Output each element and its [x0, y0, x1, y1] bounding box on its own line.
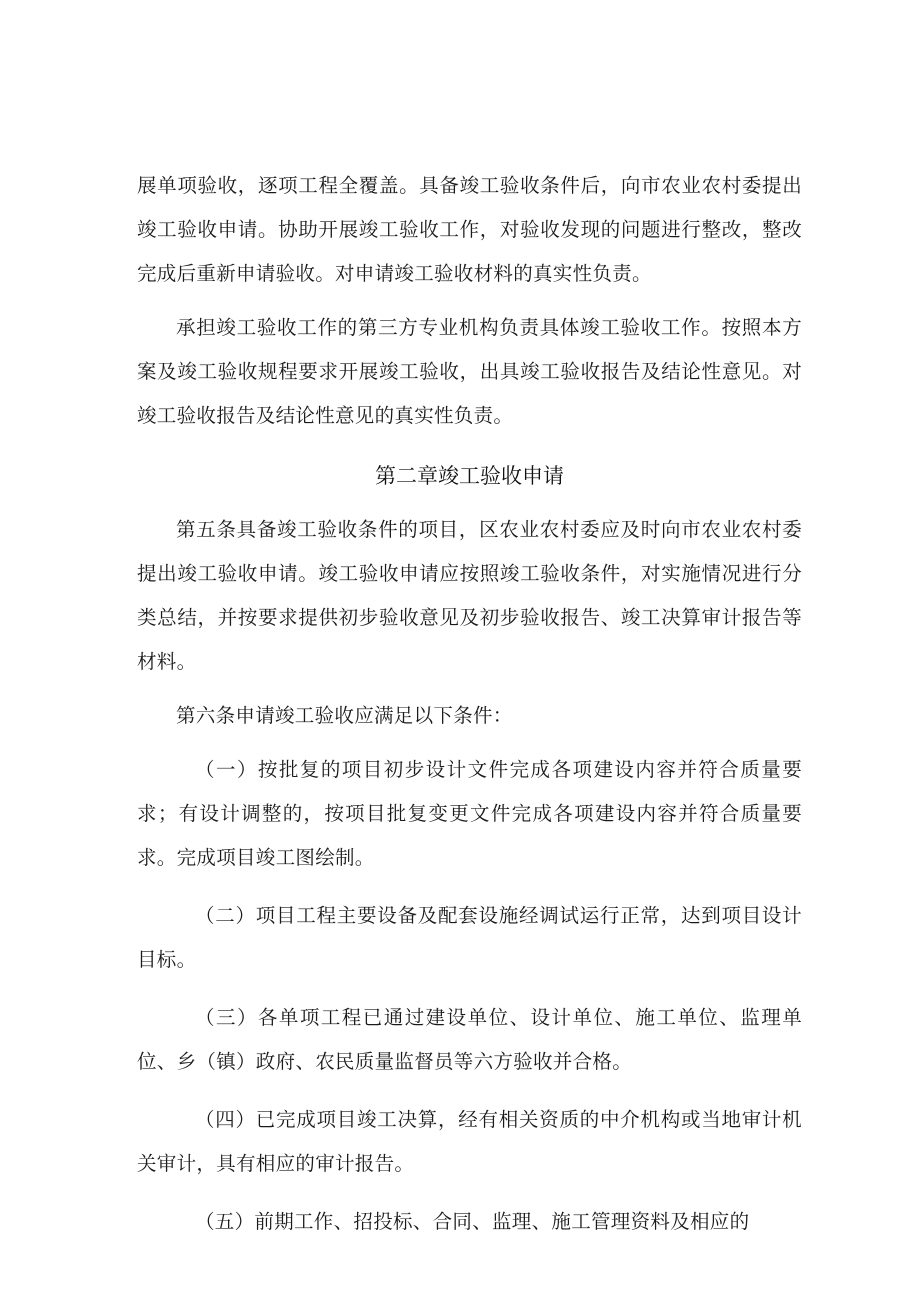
condition-item-1: （一）按批复的项目初步设计文件完成各项建设内容并符合质量要求；有设计调整的，按项目批复变更文件完成各项建设内容并符合质量要求。完成项目竣工图绘制。: [137, 758, 802, 869]
condition-item-2: （二）项目工程主要设备及配套设施经调试运行正常，达到项目设计目标。: [137, 904, 802, 971]
condition-item-4: （四）已完成项目竣工决算，经有相关资质的中介机构或当地审计机关审计，具有相应的审计报告。: [137, 1108, 802, 1175]
condition-item-5: （五）前期工作、招投标、合同、监理、施工管理资料及相应的: [195, 1210, 750, 1233]
article-6: 第六条申请竣工验收应满足以下条件：: [176, 704, 513, 727]
document-body: [137, 164, 802, 1244]
article-5: 第五条具备竣工验收条件的项目，区农业农村委应及时向市农业农村委提出竣工验收申请。竣工验收申请应按照竣工验收条件，对实施情况进行分类总结，并按要求提供初步验收意见及初步验收报告、竣工决算审计报告等材料。: [137, 518, 802, 673]
condition-item-3: （三）各单项工程已通过建设单位、设计单位、施工单位、监理单位、乡（镇）政府、农民质量监督员等六方验收并合格。: [137, 1006, 802, 1073]
chapter-heading: 第二章竣工验收申请: [375, 464, 564, 488]
paragraph-third-party-agency: 承担竣工验收工作的第三方专业机构负责具体竣工验收工作。按照本方案及竣工验收规程要求开展竣工验收，出具竣工验收报告及结论性意见。对竣工验收报告及结论性意见的真实性负责。: [137, 316, 802, 427]
paragraph-continuation: 展单项验收，逐项工程全覆盖。具备竣工验收条件后，向市农业农村委提出竣工验收申请。协助开展竣工验收工作，对验收发现的问题进行整改，整改完成后重新申请验收。对申请竣工验收材料的真实性负责。: [137, 174, 802, 285]
